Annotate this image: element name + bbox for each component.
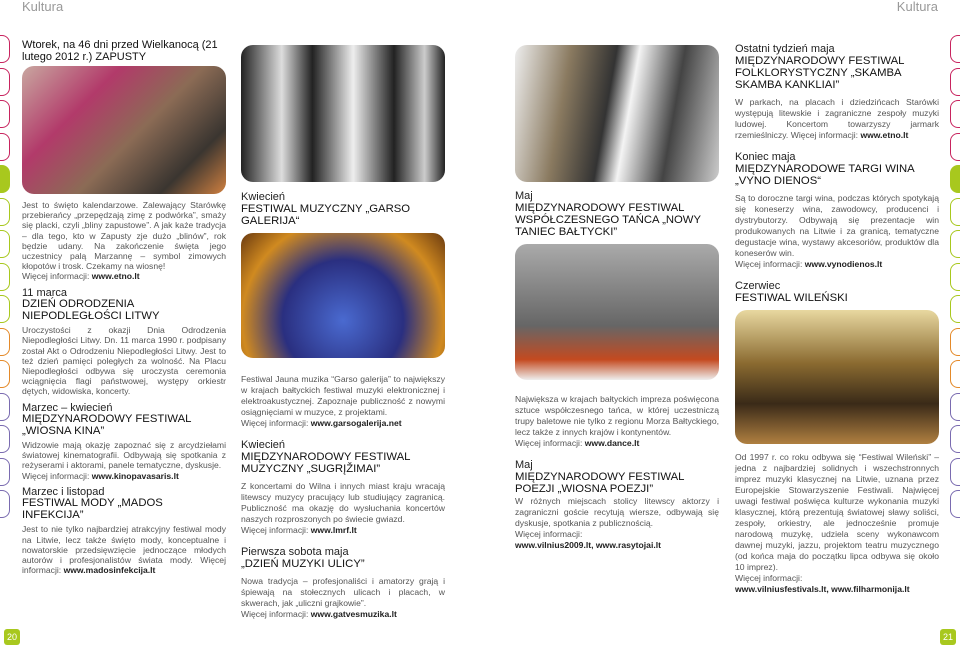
more-info-label: Więcej informacji: (735, 259, 803, 269)
index-tab (950, 295, 960, 323)
event-title: MIĘDZYNARODOWE TARGI WINA „VYNO DIENOS“ (735, 163, 915, 187)
index-tab (950, 425, 960, 453)
event-date: Marzec – kwiecień (22, 401, 113, 414)
page-number-left: 20 (4, 629, 20, 645)
event-link[interactable]: www.madosinfekcija.lt (63, 565, 156, 576)
more-info-label: Więcej informacji: (241, 609, 309, 619)
more-info-label: Więcej informacji: (735, 573, 803, 583)
index-tab (950, 263, 960, 291)
event-title: MIĘDZYNARODOWY FESTIWAL WSPÓŁCZESNEGO TAŃCA „NOWY TANIEC BAŁTYCKI” (515, 202, 701, 238)
index-tab (0, 230, 10, 258)
event-title: FESTIWAL WILEŃSKI (735, 292, 848, 304)
index-tab (0, 68, 10, 96)
more-info-label: Więcej informacji: (22, 470, 90, 481)
index-tab (0, 458, 10, 486)
index-tab (950, 458, 960, 486)
photo-zapusty (22, 66, 226, 194)
index-tab (950, 230, 960, 258)
event-link[interactable]: www.etno.lt (860, 130, 909, 140)
event-body: Nowa tradycja – profesjonaliści i amatorzy grają i śpiewają na stołecznych ulicach i placach, w skwerach, jak „uliczni grajkowie”. (241, 576, 445, 608)
column-3 (515, 45, 719, 551)
photo-dance (515, 244, 719, 380)
event-link[interactable]: www.gatvesmuzika.lt (310, 609, 397, 619)
event-body: Z koncertami do Wilna i innych miast kraju wracają litewscy muzycy pracujący lub studiujący zagranicą. Publiczność ma okazję do wysłuchania koncertów naszych rozproszonych po świecie gwiazd. (241, 481, 445, 524)
event-link[interactable]: www.vilnius2009.lt, www.rasytojai.lt (515, 540, 661, 550)
event-link[interactable]: www.garsogalerija.net (310, 418, 402, 428)
more-info-label: Więcej informacji: (241, 418, 309, 428)
index-tab (0, 198, 10, 226)
more-info-label: Więcej informacji: (515, 529, 583, 539)
event-date: Czerwiec (735, 280, 781, 292)
event-link[interactable]: www.lmrf.lt (310, 525, 357, 535)
index-tab (950, 133, 960, 161)
event-link[interactable]: www.kinopavasaris.lt (91, 470, 179, 481)
event-date: Maj (515, 459, 533, 471)
event-body: Jest to nie tylko najbardziej atrakcyjny festiwal mody na Litwie, lecz także święto mody, konceptualne i nowatorskie przedsięwzięcie jednoczące młodych autorów i profesjonalistów świata mody. Więcej informacji: (22, 524, 226, 576)
index-tab (0, 263, 10, 291)
index-tab (950, 68, 960, 96)
more-info-label: Więcej informacji: (241, 525, 309, 535)
index-tab (0, 425, 10, 453)
column-4 (735, 43, 939, 595)
event-body: Są to doroczne targi wina, podczas których spotykają się koneserzy wina, zawodowcy, producenci i dystrybutorzy. Odbywają się prezentacje win produkowanych na Litwie i za granicą, tematyczne degustacje wina, wystawy akcesoriów, produktów dla koneserów win. (735, 193, 939, 258)
event-date: 11 marca (22, 286, 68, 299)
index-tab (0, 35, 10, 63)
event-date: Kwiecień (241, 439, 286, 451)
event-link[interactable]: www.vynodienos.lt (804, 259, 883, 269)
index-tab (0, 295, 10, 323)
event-body: Uroczystości z okazji Dnia Odrodzenia Niepodległości Litwy. Dn. 11 marca 1990 r. podpisany został Akt o Odrodzeniu Niepodległości Litwy. Jest to też dzień pamięci poległych za wolność. Na Placu Niepodległości odbywa się uroczysta ceremonia wciągnięcia flagi państwowej, występy orkiestr dętych, widowiska, koncerty. (22, 325, 226, 397)
index-tab (0, 360, 10, 388)
photo-garso-galerija (241, 45, 445, 182)
event-body: Największa w krajach bałtyckich impreza poświęcona sztuce współczesnego tańca, w której uczestniczą trupy baletowe nie tylko z regionu Morza Bałtyckiego, lecz także z innych krajów i kontynentów. (515, 394, 719, 437)
index-tab (950, 490, 960, 518)
event-date: Maj (515, 190, 533, 202)
event-date: Kwiecień (241, 191, 286, 203)
event-title: „DZIEŃ MUZYKI ULICY” (241, 558, 365, 570)
index-tab (950, 328, 960, 356)
index-tab (0, 328, 10, 356)
event-title: MIĘDZYNARODOWY FESTIWAL POEZJI „WIOSNA POEZJI” (515, 471, 685, 495)
page-number-right: 21 (940, 629, 956, 645)
event-title: MIĘDZYNARODOWY FESTIWAL „WIOSNA KINA” (22, 413, 192, 437)
event-title: FESTIWAL MUZYCZNY „GARSO GALERIJA“ (241, 203, 411, 227)
index-tab (950, 360, 960, 388)
column-1 (22, 40, 226, 575)
event-body: W różnych miejscach stolicy litewscy aktorzy i zagraniczni goście recytują wiersze, odbywają się dyskusje, spotkania z publicznością. (515, 496, 719, 528)
event-title: MIĘDZYNARODOWY FESTIWAL FOLKLORYSTYCZNY „SKAMBA SKAMBA KANKLIAI” (735, 55, 905, 91)
index-tab (950, 198, 960, 226)
event-link[interactable]: www.etno.lt (91, 271, 140, 282)
event-date: Pierwsza sobota maja (241, 546, 349, 558)
index-tab (950, 393, 960, 421)
photo-concert-hall (735, 310, 939, 444)
more-info-label: Więcej informacji: (515, 438, 583, 448)
index-tab (0, 490, 10, 518)
section-header-right: Kultura (896, 0, 938, 14)
event-title: MIĘDZYNARODOWY FESTIWAL MUZYCZNY „SUGRĮŽIMAI” (241, 451, 411, 475)
event-date: Ostatni tydzień maja (735, 43, 835, 55)
photo-accordion (515, 45, 719, 182)
event-link[interactable]: www.dance.lt (584, 438, 640, 448)
event-title: FESTIWAL MODY „MADOS INFEKCIJA” (22, 497, 163, 521)
column-2 (241, 45, 445, 620)
index-tab (950, 165, 960, 193)
index-tab (0, 133, 10, 161)
event-body: W parkach, na placach i dziedzińcach Starówki występują litewskie i zagraniczne zespoły muzyki ludowej. Koncertom towarzyszy jarmark rzemieślniczy. Więcej informacji: (735, 97, 939, 140)
event-date: Koniec maja (735, 151, 796, 163)
event-body: Festiwal Jauna muzika “Garso galerija” to największy w krajach bałtyckich festiwal muzyki elektronicznej i elektroakustycznej. Zapoznaje publiczność z nowymi osiągnięciami w muzyce, z projektami. (241, 374, 445, 417)
event-date: Marzec i listopad (22, 485, 105, 498)
event-title: Wtorek, na 46 dni przed Wielkanocą (21 lutego 2012 r.) ZAPUSTY (22, 39, 218, 63)
index-tab (950, 35, 960, 63)
index-tab (0, 100, 10, 128)
index-tab (0, 165, 10, 193)
section-header-left: Kultura (22, 0, 64, 14)
index-tab (950, 100, 960, 128)
event-body: Widzowie mają okazję zapoznać się z arcydziełami światowej kinematografii. Odbywają się spotkania z reżyserami i aktorami, panele tematyczne, dyskusje. (22, 440, 226, 471)
event-body: Jest to święto kalendarzowe. Zalewający Starówkę przebierańcy „przepędzają zimę z podwórka”, smaży się placki, czyli „bliny zapustowe”. A jak każe tradycja – dla tego, kto w Zapusty zje dużo „blinów”, rok będzie udany. Na zakończenie święta jego uczestnicy palą Marzannę – symbol zimowych kłopotów i trosk. Czekamy na wiosnę! (22, 200, 226, 272)
event-body: Od 1997 r. co roku odbywa się “Festiwal Wileński” – jedna z najbardziej solidnych i wszechstronnych imprez muzyki klasycznej na Litwie, uznana przez Europejskie Stowarzyszenie Festiwali. Najwięcej uwagi festiwal poświęca kulturze wykonania muzyki klasycznej, którą prezentują światowej sławy soliści, zespoły, orkiestry, ale jednocześnie promuje narodową muzykę, udziela sceny wykonawcom dawnej muzyki, jazzu, projektom teatru muzycznego (od końca maja do początku lipca odbywa się około 10 imprez). (735, 452, 939, 572)
index-tab (0, 393, 10, 421)
more-info-label: Więcej informacji: (22, 271, 90, 282)
photo-electronic-music (241, 233, 445, 358)
event-link[interactable]: www.vilniusfestivals.lt, www.filharmonija.lt (735, 584, 910, 594)
event-title: DZIEŃ ODRODZENIA NIEPODLEGŁOŚCI LITWY (22, 298, 160, 322)
